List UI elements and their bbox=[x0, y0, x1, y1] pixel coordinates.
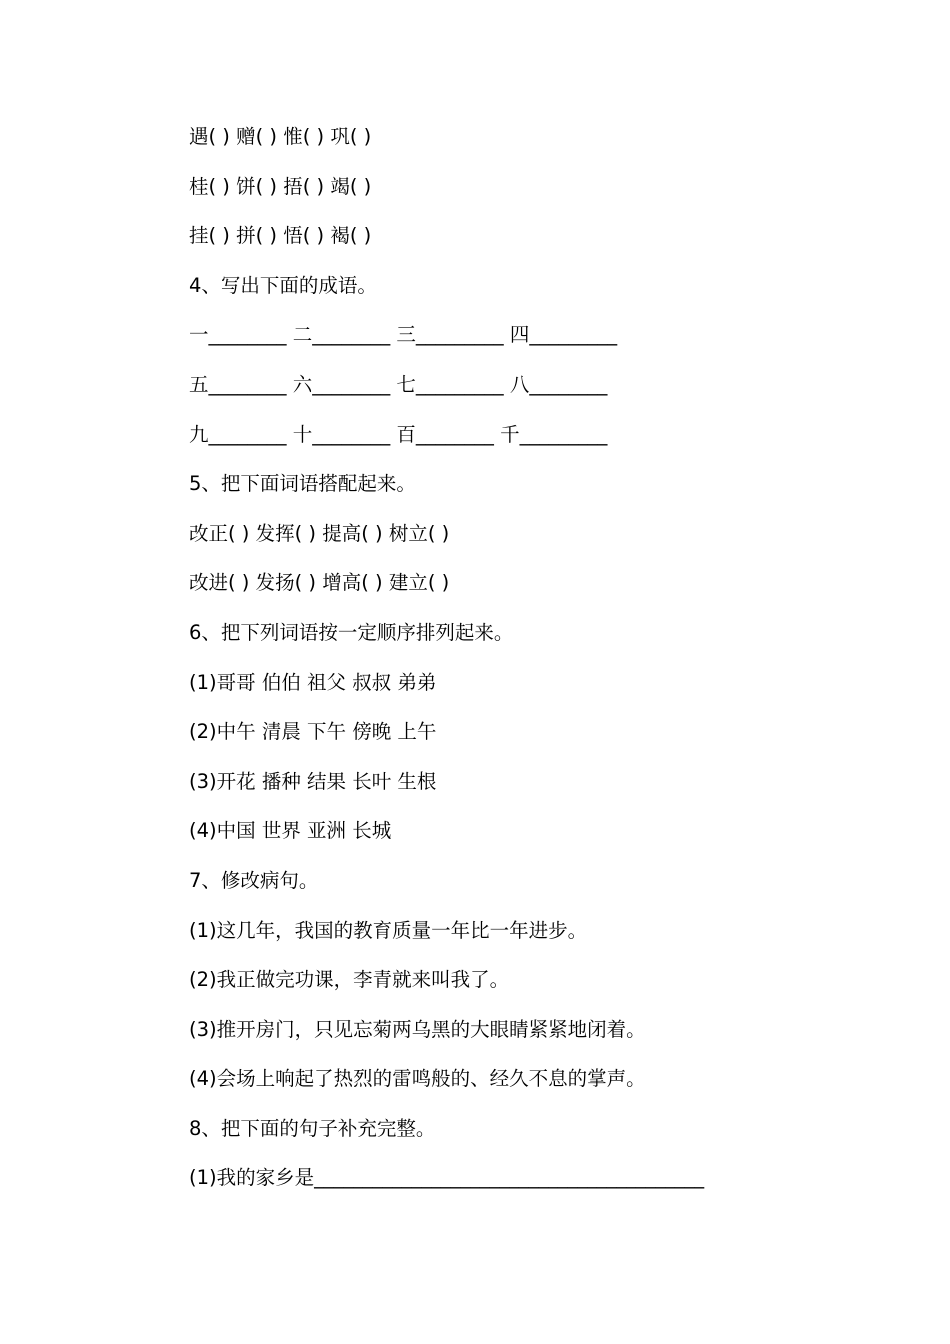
char-group-line-1: 遇( ) 赠( ) 惟( ) 巩( ) bbox=[189, 125, 372, 148]
question-7-heading: 7、修改病句。 bbox=[189, 868, 319, 892]
complete-sentence-1: (1)我的家乡是________________________________________ bbox=[189, 1166, 705, 1190]
fix-sentence-2: (2)我正做完功课，李青就来叫我了。 bbox=[189, 968, 510, 992]
order-item-2: (2)中午 清晨 下午 傍晚 上午 bbox=[189, 720, 437, 744]
question-5-heading: 5、把下面词语搭配起来。 bbox=[189, 472, 416, 496]
document-body bbox=[189, 112, 829, 1203]
question-8-heading: 8、把下面的句子补充完整。 bbox=[189, 1116, 436, 1140]
order-item-1: (1)哥哥 伯伯 祖父 叔叔 弟弟 bbox=[189, 670, 437, 694]
order-item-3: (3)开花 播种 结果 长叶 生根 bbox=[189, 769, 437, 793]
idiom-row-3: 九________ 十________ 百________ 千_________ bbox=[189, 422, 608, 446]
char-group-line-2: 桂( ) 饼( ) 捂( ) 竭( ) bbox=[189, 174, 372, 198]
idiom-row-2: 五________ 六________ 七_________ 八________ bbox=[189, 372, 608, 396]
fix-sentence-3: (3)推开房门，只见忘菊两乌黑的大眼睛紧紧地闭着。 bbox=[189, 1017, 646, 1041]
question-4-heading: 4、写出下面的成语。 bbox=[189, 273, 377, 297]
char-group-line-3: 挂( ) 拼( ) 悟( ) 褐( ) bbox=[189, 224, 372, 248]
question-6-heading: 6、把下列词语按一定顺序排列起来。 bbox=[189, 620, 514, 644]
order-item-4: (4)中国 世界 亚洲 长城 bbox=[189, 819, 392, 843]
idiom-row-1: 一________ 二________ 三_________ 四_________ bbox=[189, 323, 618, 347]
fix-sentence-4: (4)会场上响起了热烈的雷鸣般的、经久不息的掌声。 bbox=[189, 1067, 646, 1091]
fix-sentence-1: (1)这几年，我国的教育质量一年比一年进步。 bbox=[189, 918, 588, 942]
word-match-row-1: 改正( ) 发挥( ) 提高( ) 树立( ) bbox=[189, 521, 450, 545]
word-match-row-2: 改进( ) 发扬( ) 增高( ) 建立( ) bbox=[189, 571, 450, 595]
